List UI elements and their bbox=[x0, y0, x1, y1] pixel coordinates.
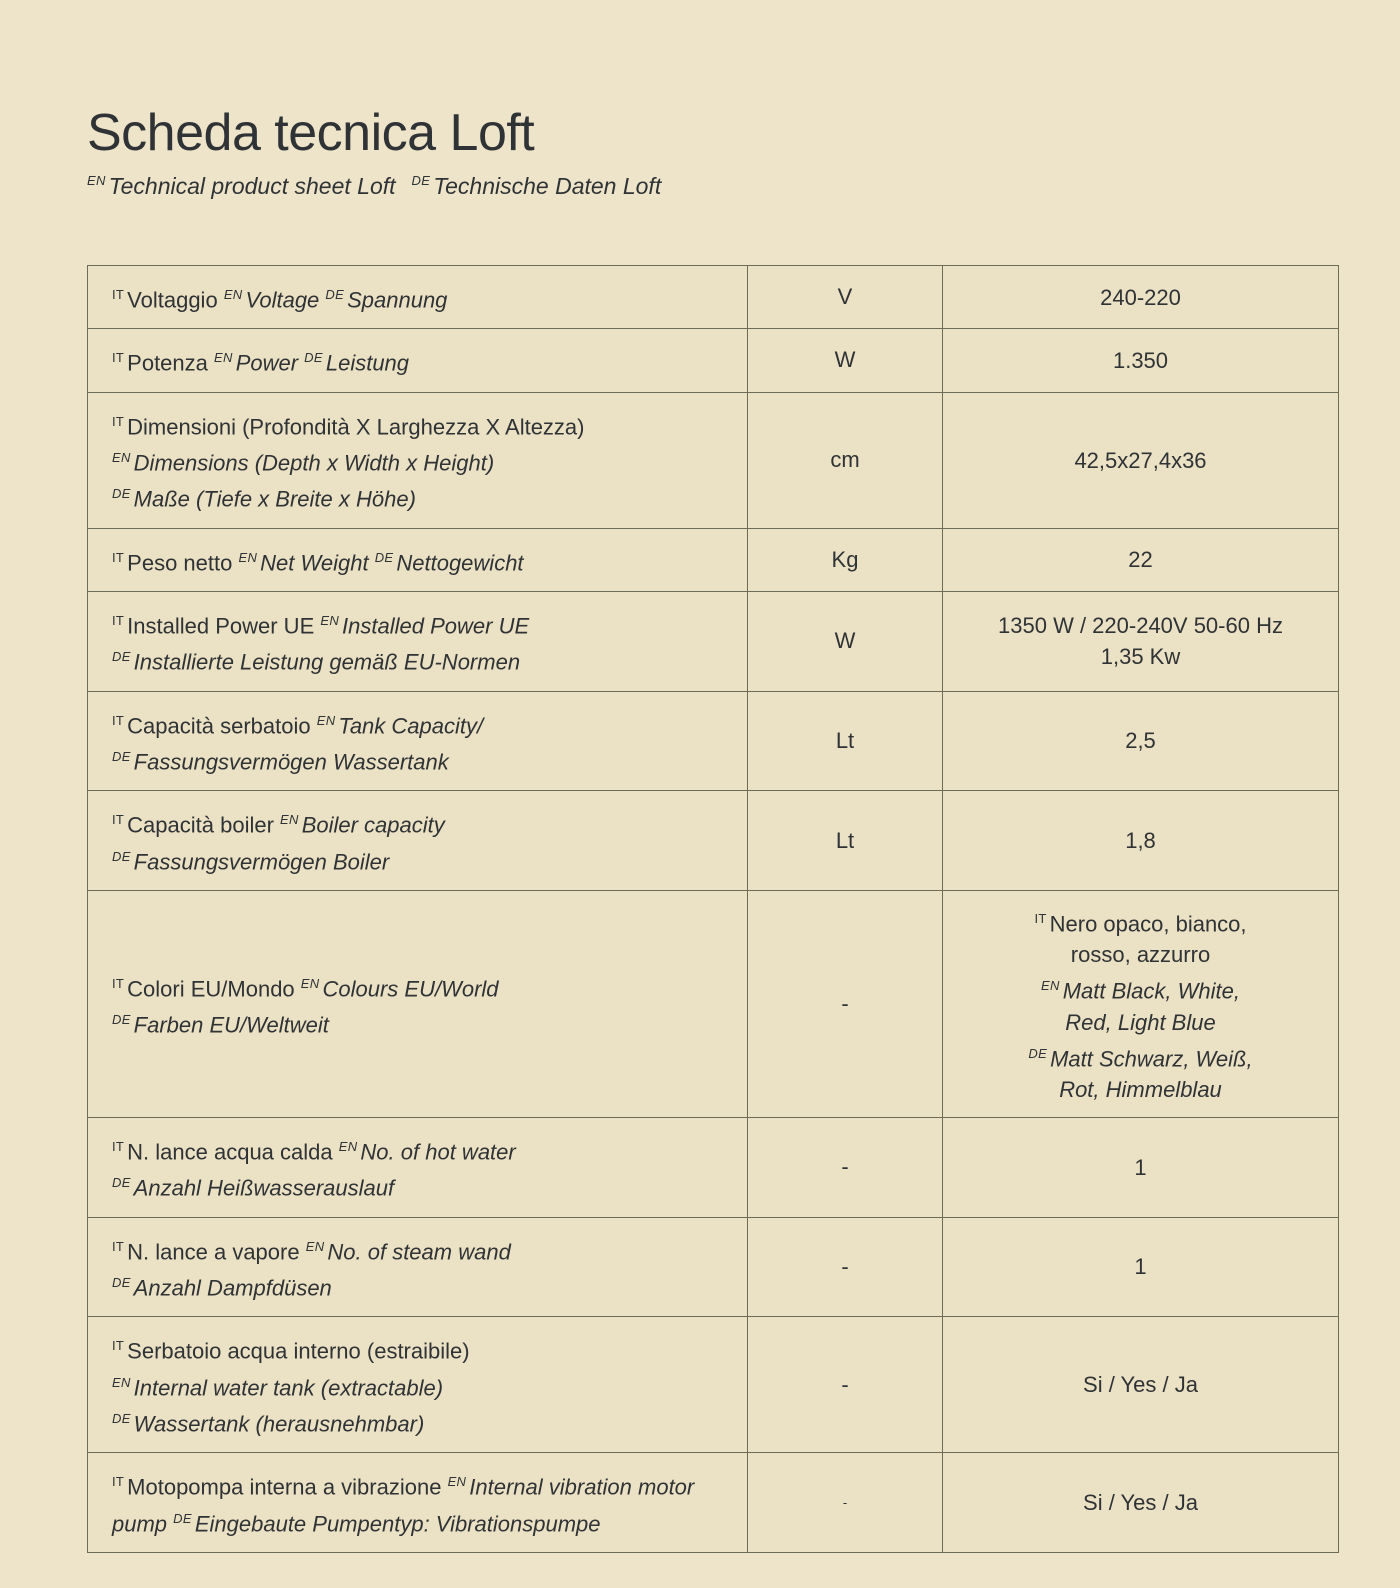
label-line bbox=[112, 605, 729, 641]
text-segment: 22 bbox=[1128, 547, 1153, 573]
spec-label-cell bbox=[88, 329, 748, 392]
label-line bbox=[112, 1167, 729, 1203]
lang-tag-de: DE bbox=[411, 172, 431, 188]
lang-tag-it: IT bbox=[112, 413, 125, 429]
lang-tag-it: IT bbox=[112, 350, 125, 366]
spec-label-cell bbox=[88, 528, 748, 591]
spec-value-cell bbox=[943, 1217, 1339, 1317]
text-segment: rosso, azzurro bbox=[1070, 942, 1211, 968]
label-line bbox=[112, 1403, 729, 1439]
lang-tag-de: DE bbox=[112, 1274, 131, 1290]
lang-tag-de: DE bbox=[173, 1510, 192, 1526]
lang-tag-en: EN bbox=[316, 712, 336, 728]
spec-unit-cell: - bbox=[748, 1217, 943, 1317]
spec-value-cell bbox=[943, 266, 1339, 329]
page-title: Scheda tecnica Loft bbox=[87, 104, 535, 162]
spec-label-cell bbox=[88, 1117, 748, 1217]
label-line bbox=[112, 841, 729, 877]
spec-row-internal-water-tank bbox=[88, 1317, 1339, 1453]
lang-tag-de: DE bbox=[325, 287, 345, 302]
spec-row-net-weight bbox=[88, 528, 1339, 591]
label-line bbox=[112, 442, 729, 478]
value-line bbox=[959, 345, 1322, 376]
text-segment: 1,35 Kw bbox=[1100, 644, 1181, 670]
lang-tag-de: DE bbox=[304, 350, 323, 366]
text-segment: 1,8 bbox=[1125, 828, 1156, 854]
text-segment: Voltage bbox=[245, 287, 320, 313]
text-segment: Internal vibration motor pump bbox=[112, 1474, 695, 1536]
lang-tag-de: DE bbox=[112, 486, 131, 502]
text-segment: Anzahl Heißwasserauslauf bbox=[133, 1175, 395, 1201]
spec-value-cell bbox=[943, 791, 1339, 891]
spec-label-cell bbox=[88, 1453, 748, 1553]
lang-tag-de: DE bbox=[112, 1011, 131, 1027]
text-segment: Installierte Leistung gemäß EU-Normen bbox=[133, 649, 521, 675]
label-line bbox=[112, 342, 729, 378]
spec-value-cell bbox=[943, 1117, 1339, 1217]
spec-unit-cell: - bbox=[748, 1453, 943, 1553]
text-segment: Internal water tank (extractable) bbox=[133, 1374, 444, 1400]
lang-tag-it: IT bbox=[112, 1238, 125, 1254]
lang-tag-de: DE bbox=[112, 848, 131, 864]
spec-unit-cell: Kg bbox=[748, 528, 943, 591]
lang-tag-it: IT bbox=[112, 549, 125, 565]
text-segment: 2,5 bbox=[1125, 728, 1156, 754]
spec-value-cell bbox=[943, 890, 1339, 1117]
spec-row-steam-wands bbox=[88, 1217, 1339, 1317]
lang-tag-en: EN bbox=[320, 612, 340, 628]
spec-table bbox=[87, 265, 1339, 1553]
text-segment: Capacità serbatoio bbox=[127, 712, 311, 738]
text-segment: Rot, Himmelblau bbox=[1059, 1076, 1222, 1102]
spec-label-cell bbox=[88, 1217, 748, 1317]
lang-tag-it: IT bbox=[112, 1338, 125, 1354]
text-segment: Wassertank (herausnehmbar) bbox=[133, 1411, 425, 1437]
spec-unit-cell: Lt bbox=[748, 791, 943, 891]
label-line bbox=[112, 641, 729, 677]
text-segment: Red, Light Blue bbox=[1065, 1009, 1216, 1035]
spec-unit-cell: W bbox=[748, 591, 943, 691]
text-segment: Voltaggio bbox=[127, 287, 218, 313]
text-segment: No. of steam wand bbox=[327, 1238, 511, 1264]
label-line bbox=[112, 542, 729, 578]
spec-unit-cell: - bbox=[748, 1317, 943, 1453]
spec-row-voltage bbox=[88, 266, 1339, 329]
lang-tag-en: EN bbox=[1041, 978, 1060, 994]
lang-tag-en: EN bbox=[112, 1374, 131, 1390]
spec-row-boiler-capacity bbox=[88, 791, 1339, 891]
text-segment: Si / Yes / Ja bbox=[1083, 1490, 1198, 1516]
text-segment: Boiler capacity bbox=[301, 812, 445, 838]
text-segment: 1 bbox=[1134, 1154, 1147, 1180]
text-segment: Installed Power UE bbox=[342, 613, 530, 639]
text-segment: N. lance a vapore bbox=[127, 1238, 300, 1264]
lang-tag-en: EN bbox=[214, 350, 233, 366]
text-segment: Matt Schwarz, Weiß, bbox=[1050, 1045, 1253, 1071]
text-segment: Tank Capacity/ bbox=[338, 712, 484, 738]
spec-unit-cell: W bbox=[748, 329, 943, 392]
text-segment: Leistung bbox=[325, 350, 410, 376]
spec-row-installed-power bbox=[88, 591, 1339, 691]
text-segment: Eingebaute Pumpentyp: Vibrationspumpe bbox=[194, 1510, 601, 1536]
spec-value-cell bbox=[943, 1453, 1339, 1553]
spec-label-cell bbox=[88, 890, 748, 1117]
spec-label-cell bbox=[88, 591, 748, 691]
lang-tag-en: EN bbox=[280, 812, 299, 828]
text-segment: 1 bbox=[1134, 1254, 1147, 1280]
lang-tag-en: EN bbox=[223, 287, 243, 302]
spec-value-cell bbox=[943, 528, 1339, 591]
label-line bbox=[112, 1267, 729, 1303]
text-segment: Spannung bbox=[347, 287, 448, 313]
spec-unit-cell: - bbox=[748, 1117, 943, 1217]
lang-tag-en: EN bbox=[87, 172, 106, 188]
value-line bbox=[959, 825, 1322, 856]
value-line bbox=[959, 1251, 1322, 1282]
label-line bbox=[112, 478, 729, 514]
label-line bbox=[112, 741, 729, 777]
text-segment: 240-220 bbox=[1100, 284, 1181, 310]
value-line bbox=[959, 970, 1322, 1006]
spec-unit-cell: V bbox=[748, 266, 943, 329]
lang-tag-en: EN bbox=[112, 449, 131, 465]
lang-tag-it: IT bbox=[112, 712, 125, 728]
spec-value-cell bbox=[943, 329, 1339, 392]
value-line bbox=[959, 544, 1322, 575]
spec-unit-cell: Lt bbox=[748, 691, 943, 791]
label-line bbox=[112, 968, 729, 1004]
text-segment: Capacità boiler bbox=[127, 812, 274, 838]
spec-value-cell bbox=[943, 392, 1339, 528]
value-line bbox=[959, 1038, 1322, 1074]
spec-row-vibration-motor-pump bbox=[88, 1453, 1339, 1553]
spec-unit-cell: - bbox=[748, 890, 943, 1117]
value-line bbox=[959, 445, 1322, 476]
lang-tag-de: DE bbox=[112, 1410, 131, 1426]
value-line bbox=[959, 903, 1322, 939]
lang-tag-it: IT bbox=[112, 612, 125, 628]
text-segment: Peso netto bbox=[127, 549, 233, 575]
subtitle-segment bbox=[87, 173, 396, 199]
lang-tag-de: DE bbox=[112, 649, 131, 665]
spec-value-cell bbox=[943, 691, 1339, 791]
value-line bbox=[959, 1074, 1322, 1105]
value-line bbox=[959, 641, 1322, 672]
spec-row-hot-water-wands bbox=[88, 1117, 1339, 1217]
text-segment: Colours EU/World bbox=[322, 975, 499, 1001]
lang-tag-it: IT bbox=[1034, 910, 1047, 926]
text-segment: Nero opaco, bianco, bbox=[1049, 911, 1247, 937]
lang-tag-en: EN bbox=[305, 1238, 325, 1254]
spec-row-colours bbox=[88, 890, 1339, 1117]
text-segment: No. of hot water bbox=[360, 1139, 516, 1165]
text-segment: Technical product sheet Loft bbox=[108, 172, 396, 199]
spec-table-body bbox=[88, 266, 1339, 1553]
label-line bbox=[112, 1330, 729, 1366]
subtitle-segment bbox=[412, 173, 662, 199]
text-segment: Dimensions (Depth x Width x Height) bbox=[133, 450, 495, 476]
lang-tag-it: IT bbox=[112, 1474, 125, 1490]
text-segment: 1350 W / 220-240V 50-60 Hz bbox=[998, 613, 1283, 639]
label-line bbox=[112, 1231, 729, 1267]
text-segment: Serbatoio acqua interno (estraibile) bbox=[127, 1338, 470, 1364]
text-segment: Potenza bbox=[127, 350, 208, 376]
value-line bbox=[959, 1152, 1322, 1183]
text-segment: Power bbox=[235, 350, 299, 376]
spec-value-cell bbox=[943, 1317, 1339, 1453]
text-segment: Dimensioni (Profondità X Larghezza X Altezza) bbox=[127, 413, 585, 439]
label-line bbox=[112, 705, 729, 741]
text-segment: Installed Power UE bbox=[127, 613, 315, 639]
spec-row-power bbox=[88, 329, 1339, 392]
lang-tag-de: DE bbox=[112, 748, 131, 764]
value-line bbox=[959, 1487, 1322, 1518]
label-line bbox=[112, 279, 729, 315]
lang-tag-de: DE bbox=[1028, 1045, 1048, 1061]
lang-tag-en: EN bbox=[338, 1138, 358, 1154]
spec-label-cell bbox=[88, 1317, 748, 1453]
text-segment: Net Weight bbox=[260, 549, 369, 575]
value-line bbox=[959, 725, 1322, 756]
text-segment: Motopompa interna a vibrazione bbox=[127, 1474, 442, 1500]
text-segment: Colori EU/Mondo bbox=[127, 975, 295, 1001]
lang-tag-it: IT bbox=[112, 812, 125, 828]
text-segment: Maße (Tiefe x Breite x Höhe) bbox=[133, 486, 416, 512]
lang-tag-it: IT bbox=[112, 975, 125, 991]
spec-label-cell bbox=[88, 791, 748, 891]
spec-label-cell bbox=[88, 691, 748, 791]
spec-label-cell bbox=[88, 266, 748, 329]
lang-tag-it: IT bbox=[112, 287, 125, 302]
spec-label-cell bbox=[88, 392, 748, 528]
label-line bbox=[112, 1004, 729, 1040]
text-segment: Si / Yes / Ja bbox=[1083, 1372, 1198, 1398]
spec-value-cell bbox=[943, 591, 1339, 691]
label-line bbox=[112, 1466, 729, 1539]
text-segment: Fassungsvermögen Wassertank bbox=[133, 749, 449, 775]
text-segment: Nettogewicht bbox=[396, 549, 524, 575]
lang-tag-en: EN bbox=[238, 549, 258, 565]
value-line bbox=[959, 282, 1322, 313]
lang-tag-en: EN bbox=[447, 1474, 467, 1490]
text-segment: Technische Daten Loft bbox=[433, 172, 662, 199]
value-line bbox=[959, 610, 1322, 641]
spec-unit-cell: cm bbox=[748, 392, 943, 528]
text-segment: Farben EU/Weltweit bbox=[133, 1012, 329, 1038]
label-line bbox=[112, 406, 729, 442]
spec-row-dimensions bbox=[88, 392, 1339, 528]
label-line bbox=[112, 1131, 729, 1167]
text-segment: Matt Black, White, bbox=[1062, 978, 1240, 1004]
text-segment: Fassungsvermögen Boiler bbox=[133, 848, 390, 874]
text-segment: N. lance acqua calda bbox=[127, 1139, 333, 1165]
label-line bbox=[112, 804, 729, 840]
lang-tag-en: EN bbox=[300, 975, 320, 991]
sheet-header bbox=[87, 106, 1338, 200]
value-line bbox=[959, 1007, 1322, 1038]
text-segment: 1.350 bbox=[1112, 347, 1169, 373]
spec-row-tank-capacity bbox=[88, 691, 1339, 791]
text-segment: 42,5x27,4x36 bbox=[1074, 447, 1207, 473]
value-line bbox=[959, 939, 1322, 970]
lang-tag-de: DE bbox=[374, 549, 394, 565]
page-subtitle bbox=[87, 173, 1338, 201]
lang-tag-de: DE bbox=[112, 1175, 131, 1191]
lang-tag-it: IT bbox=[112, 1138, 125, 1154]
text-segment: Anzahl Dampfdüsen bbox=[133, 1275, 332, 1301]
label-line bbox=[112, 1367, 729, 1403]
value-line bbox=[959, 1369, 1322, 1400]
